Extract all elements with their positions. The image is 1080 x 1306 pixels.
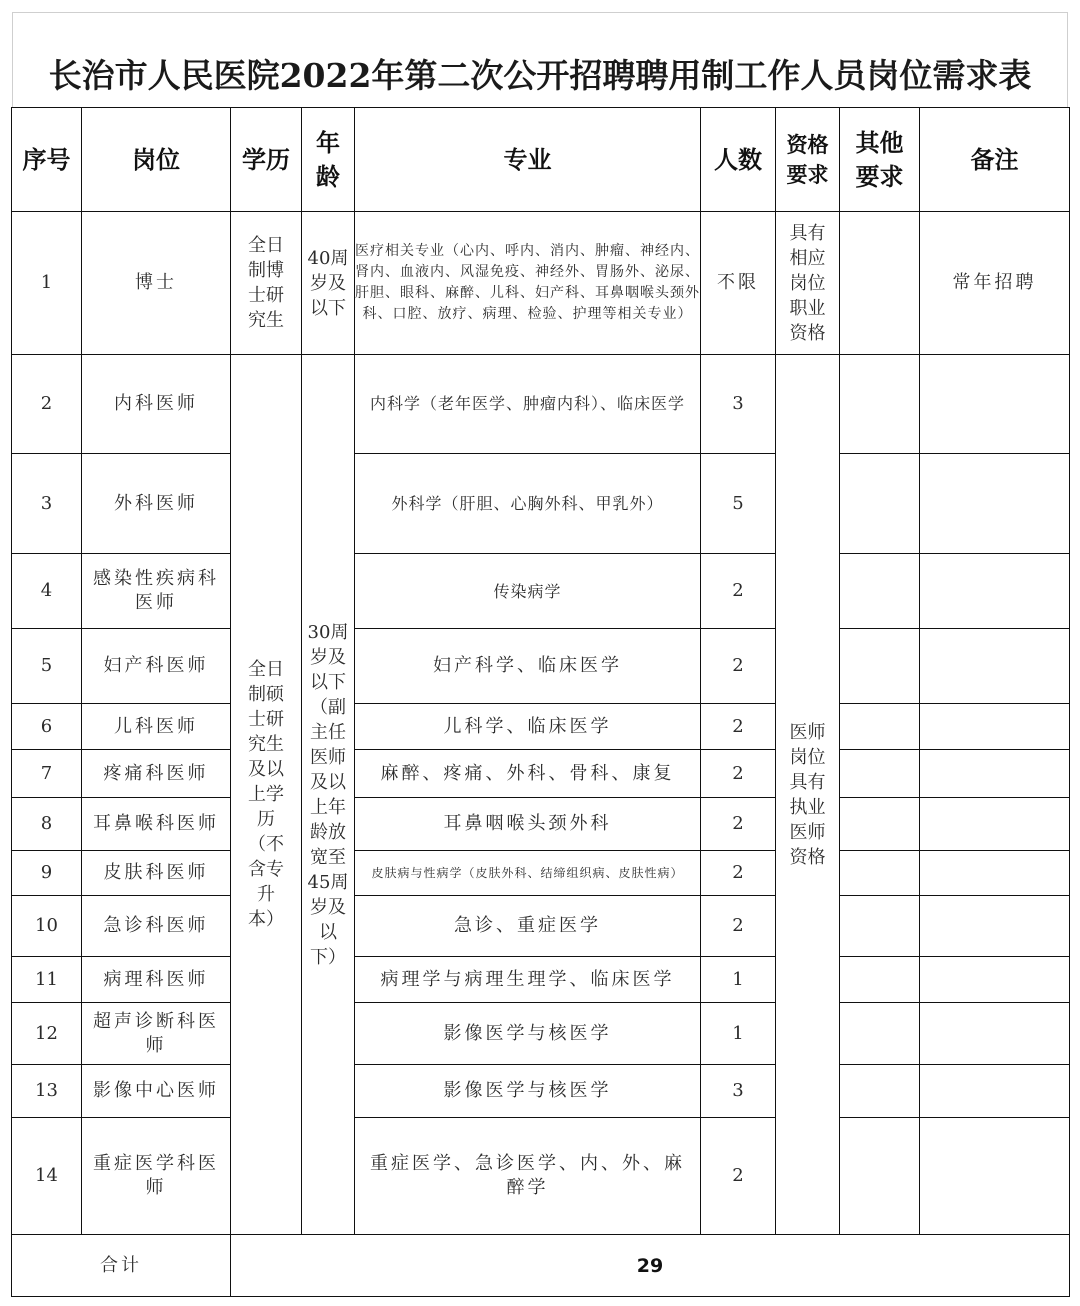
row-remark: [920, 704, 1070, 750]
table-row: [12, 1118, 1070, 1235]
header-age-text: 年龄: [316, 128, 340, 191]
header-education: 学历: [231, 108, 302, 212]
table-row: [12, 750, 1070, 798]
group-age: [302, 355, 355, 1235]
row-age: [302, 212, 355, 355]
row-remark: [920, 1065, 1070, 1118]
row-major: 外科学（肝胆、心胸外科、甲乳外）: [355, 454, 701, 554]
row-qualification: [776, 212, 840, 355]
table-row: [12, 454, 1070, 554]
table-row: [12, 629, 1070, 704]
row-remark: [920, 750, 1070, 798]
total-value: 29: [231, 1235, 1070, 1297]
header-qualification: [776, 108, 840, 212]
row-education-text: 全日制博士研究生: [248, 235, 284, 331]
row-post: 外科医师: [82, 454, 231, 554]
row-post: 疼痛科医师: [82, 750, 231, 798]
table-row: [12, 896, 1070, 957]
header-seq: 序号: [12, 108, 82, 212]
header-count: 人数: [701, 108, 776, 212]
row-post: 内科医师: [82, 355, 231, 454]
table-row: [12, 1065, 1070, 1118]
row-major: 皮肤病与性病学（皮肤外科、结缔组织病、皮肤性病）: [355, 851, 701, 896]
row-remark: [920, 896, 1070, 957]
header-other: [840, 108, 920, 212]
row-seq: 8: [12, 798, 82, 851]
title-box: [12, 12, 1068, 107]
row-major: 传染病学: [355, 554, 701, 629]
row-seq: 10: [12, 896, 82, 957]
row-other: [840, 212, 920, 355]
row-other: [840, 957, 920, 1003]
row-post: 超声诊断科医师: [82, 1003, 231, 1065]
row-seq: 6: [12, 704, 82, 750]
row-other: [840, 355, 920, 454]
row-count: 不限: [701, 212, 776, 355]
table-row: [12, 1003, 1070, 1065]
row-major: 影像医学与核医学: [355, 1003, 701, 1065]
row-other: [840, 798, 920, 851]
row-post: 皮肤科医师: [82, 851, 231, 896]
table-row: [12, 851, 1070, 896]
row-major: 耳鼻咽喉头颈外科: [355, 798, 701, 851]
row-post: 耳鼻喉科医师: [82, 798, 231, 851]
group-age-text: 30周岁及以下（副主任医师及以上年龄放宽至45周岁及以下）: [307, 621, 349, 968]
row-count: 2: [701, 704, 776, 750]
row-count: 3: [701, 355, 776, 454]
table-row: [12, 704, 1070, 750]
row-seq: 5: [12, 629, 82, 704]
row-seq: 4: [12, 554, 82, 629]
table-row: [12, 957, 1070, 1003]
group-qualification-text: 医师岗位具有执业医师资格: [789, 721, 826, 868]
row-age-text: 40周岁及以下: [307, 247, 349, 319]
row-other: [840, 629, 920, 704]
header-age: [302, 108, 355, 212]
row-count: 2: [701, 1118, 776, 1235]
row-seq: 11: [12, 957, 82, 1003]
row-major: 儿科学、临床医学: [355, 704, 701, 750]
row-count: 2: [701, 750, 776, 798]
row-seq: 2: [12, 355, 82, 454]
row-seq: 3: [12, 454, 82, 554]
row-remark: [920, 1118, 1070, 1235]
row-major: 影像医学与核医学: [355, 1065, 701, 1118]
row-count: 2: [701, 629, 776, 704]
table-row: [12, 798, 1070, 851]
row-remark: [920, 355, 1070, 454]
total-row: [12, 1235, 1070, 1297]
row-seq: 14: [12, 1118, 82, 1235]
row-other: [840, 454, 920, 554]
row-other: [840, 750, 920, 798]
row-seq: 7: [12, 750, 82, 798]
row-other: [840, 1003, 920, 1065]
row-major: 急诊、重症医学: [355, 896, 701, 957]
row-remark: [920, 629, 1070, 704]
row-major: 重症医学、急诊医学、内、外、麻醉学: [355, 1118, 701, 1235]
page-title: 长治市人民医院2022年第二次公开招聘聘用制工作人员岗位需求表: [48, 56, 1032, 95]
table-row: [12, 212, 1070, 355]
row-seq: 13: [12, 1065, 82, 1118]
row-remark: [920, 454, 1070, 554]
header-row: [12, 108, 1070, 212]
row-major: 病理学与病理生理学、临床医学: [355, 957, 701, 1003]
header-major: 专业: [355, 108, 701, 212]
header-other-text: 其他要求: [855, 128, 904, 191]
row-post: 妇产科医师: [82, 629, 231, 704]
row-post: 急诊科医师: [82, 896, 231, 957]
table-row: [12, 554, 1070, 629]
row-post: 博士: [82, 212, 231, 355]
row-count: 2: [701, 896, 776, 957]
group-qualification: [776, 355, 840, 1235]
row-count: 2: [701, 554, 776, 629]
row-post: 感染性疾病科医师: [82, 554, 231, 629]
group-education: [231, 355, 302, 1235]
header-remark: 备注: [920, 108, 1070, 212]
row-seq: 12: [12, 1003, 82, 1065]
row-other: [840, 1118, 920, 1235]
row-remark: [920, 798, 1070, 851]
row-other: [840, 1065, 920, 1118]
row-major: 麻醉、疼痛、外科、骨科、康复: [355, 750, 701, 798]
row-qualification-text: 具有相应岗位职业资格: [789, 222, 826, 344]
row-remark: [920, 554, 1070, 629]
row-count: 3: [701, 1065, 776, 1118]
row-post: 病理科医师: [82, 957, 231, 1003]
row-count: 2: [701, 851, 776, 896]
row-remark: [920, 957, 1070, 1003]
row-other: [840, 554, 920, 629]
row-post: 儿科医师: [82, 704, 231, 750]
total-label: 合计: [12, 1235, 231, 1297]
table-row: [12, 355, 1070, 454]
row-seq: 9: [12, 851, 82, 896]
row-education: [231, 212, 302, 355]
row-other: [840, 851, 920, 896]
row-post: 重症医学科医师: [82, 1118, 231, 1235]
row-post: 影像中心医师: [82, 1065, 231, 1118]
row-remark: [920, 1003, 1070, 1065]
row-count: 5: [701, 454, 776, 554]
row-other: [840, 704, 920, 750]
row-major: 妇产科学、临床医学: [355, 629, 701, 704]
row-major: 内科学（老年医学、肿瘤内科）、临床医学: [355, 355, 701, 454]
row-remark: [920, 851, 1070, 896]
row-count: 1: [701, 1003, 776, 1065]
header-qualification-text: 资格要求: [786, 132, 829, 187]
header-post: 岗位: [82, 108, 231, 212]
group-education-text: 全日制硕士研究生及以上学历（不含专升本）: [248, 659, 284, 930]
row-other: [840, 896, 920, 957]
row-major: 医疗相关专业（心内、呼内、消内、肿瘤、神经内、肾内、血液内、风湿免疫、神经外、胃肠外、泌尿、肝胆、眼科、麻醉、儿科、妇产科、耳鼻咽喉头颈外科、口腔、放疗、病理、检验、护理等相关专业）: [355, 212, 701, 355]
row-seq: 1: [12, 212, 82, 355]
row-count: 2: [701, 798, 776, 851]
row-remark: 常年招聘: [920, 212, 1070, 355]
row-count: 1: [701, 957, 776, 1003]
requirements-table: [11, 107, 1070, 1297]
